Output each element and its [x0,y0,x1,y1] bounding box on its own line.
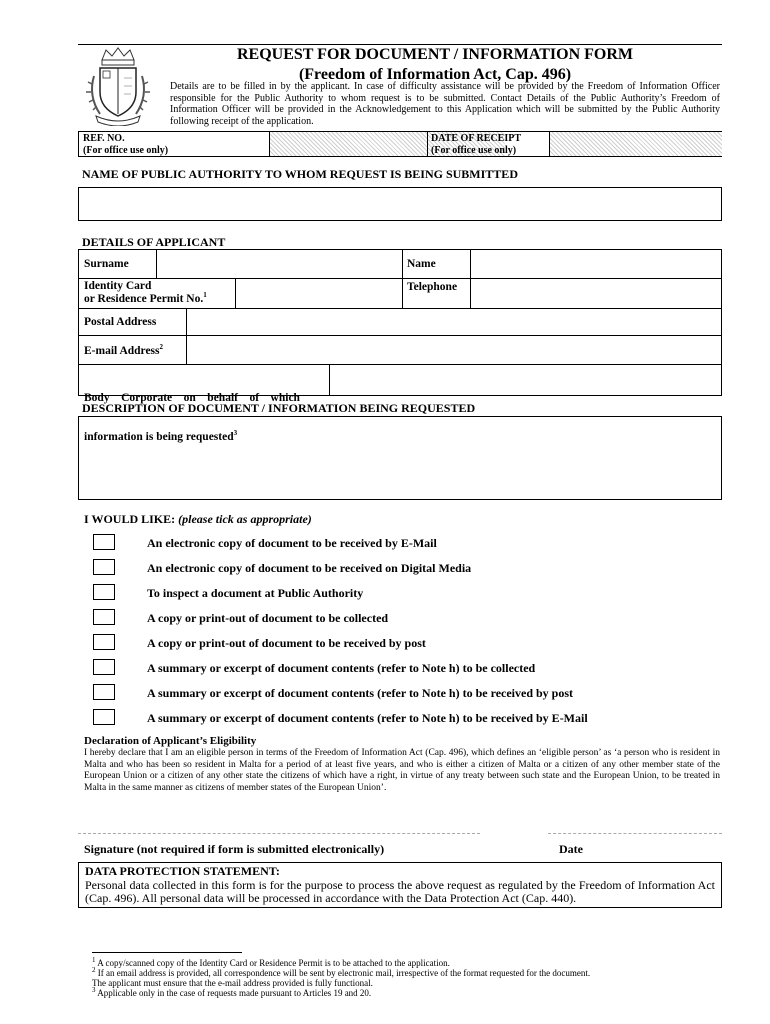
authority-heading: NAME OF PUBLIC AUTHORITY TO WHOM REQUEST IS BEING SUBMITTED [82,167,518,181]
email-label [84,345,163,358]
option-label: An electronic copy of document to be received on Digital Media [147,561,472,575]
option-item[interactable] [93,659,115,675]
email-input[interactable] [187,335,721,364]
body-corporate-footnote-mark: 3 [233,429,238,438]
form-subtitle: (Freedom of Information Act, Cap. 496) [298,66,572,83]
ref-no-sub-text: (For office use only) [83,145,169,156]
id-card-footnote-mark: 1 [203,291,207,300]
authority-input[interactable] [78,187,722,221]
option-label: An electronic copy of document to be received by E-Mail [147,536,437,550]
option-checkbox[interactable] [93,584,115,600]
declaration-title: Declaration of Applicant’s Eligibility [84,735,257,747]
surname-input[interactable] [157,250,402,278]
id-card-input[interactable] [236,278,402,308]
footnote-2-continued: The applicant must ensure that the e-mail address provided is fully functional. [92,978,373,988]
id-card-label-line1: Identity Card [84,280,152,292]
top-rule [78,44,722,45]
footnote-1: A copy/scanned copy of the Identity Card or Residence Permit is to be attached to the application. [95,958,450,968]
date-label: Date [559,842,583,856]
option-label: A summary or excerpt of document contents (refer to Note h) to be collected [147,661,536,675]
footnote-2: If an email address is provided, all correspondence will be sent by electronic mail, irrespective of the format requested for the document. [95,968,591,978]
coat-of-arms-logo [84,46,152,126]
data-protection-title: DATA PROTECTION STATEMENT: [85,864,280,878]
option-item[interactable] [93,534,115,550]
footnote-3: Applicable only in the case of requests made pursuant to Articles 19 and 20. [95,988,372,998]
telephone-input[interactable] [471,278,721,308]
office-use-row [78,131,722,157]
option-checkbox[interactable] [93,609,115,625]
footnote-rule [92,952,242,953]
options-heading-text: I WOULD LIKE: [84,512,176,526]
option-item[interactable] [93,559,115,575]
name-input[interactable] [471,250,721,278]
description-input[interactable] [78,416,722,500]
surname-label: Surname [84,258,129,270]
options-heading [84,512,312,527]
form-title: REQUEST FOR DOCUMENT / INFORMATION FORM [236,46,633,63]
declaration-text: I hereby declare that I am an eligible person in terms of the Freedom of Information Act (Cap. 496), which defines an ‘eligible person’ as ‘a person who is resident in Malta and who has been so resident in Malta for a period of at least five years, and who is either a citizen of Malta or a citizen of any other member state of the European Union or a citizen of any other state the citizens of which have a right, in virtue of any treaty between such state and the European Union, to be treated in Malta in the same manner as citizens of member states of the European Union’. [84,748,720,793]
option-checkbox[interactable] [93,634,115,650]
date-of-receipt-label [431,133,521,157]
option-label: A copy or print-out of document to be collected [147,611,389,625]
description-heading: DESCRIPTION OF DOCUMENT / INFORMATION BEING REQUESTED [82,401,476,415]
option-item[interactable] [93,634,115,650]
option-label: A summary or excerpt of document contents (refer to Note h) to be received by E-Mail [147,711,588,725]
name-divider-left [402,250,403,308]
data-protection-text: Personal data collected in this form is for the purpose to process the above request as regulated by the Freedom of Information Act (Cap. 496). All personal data will be processed in accordance with the Data Protection Act (Cap. 440). [85,877,715,905]
footnote-1-mark: 1 [92,956,96,964]
options-heading-note: (please tick as appropriate) [178,512,312,526]
email-label-text: E-mail Address [84,345,160,357]
id-card-label-line2: or Residence Permit No. [84,293,204,305]
office-divider [427,132,428,156]
data-protection-box [78,862,722,908]
option-item[interactable] [93,584,115,600]
postal-address-label: Postal Address [84,316,157,328]
name-label: Name [407,258,436,270]
option-checkbox[interactable] [93,534,115,550]
email-footnote-mark: 2 [159,343,164,352]
ref-no-label [83,133,168,157]
option-checkbox[interactable] [93,659,115,675]
telephone-label: Telephone [407,281,458,293]
option-label: A copy or print-out of document to be received by post [147,636,426,650]
option-label: To inspect a document at Public Authority [147,586,364,600]
postal-address-input[interactable] [187,308,721,335]
option-item[interactable] [93,684,115,700]
footnote-3-mark: 3 [92,986,96,994]
date-of-receipt-label-text: DATE OF RECEIPT [431,133,522,144]
date-of-receipt-field [549,132,722,156]
option-label: A summary or excerpt of document contents (refer to Note h) to be received by post [147,686,574,700]
id-card-label [84,280,207,306]
option-checkbox[interactable] [93,559,115,575]
option-item[interactable] [93,609,115,625]
signature-label: Signature (not required if form is submitted electronically) [84,842,385,856]
footnotes [92,958,732,998]
footnote-2-mark: 2 [92,966,96,974]
ref-no-label-text: REF. NO. [83,133,125,144]
applicant-heading: DETAILS OF APPLICANT [82,235,226,249]
intro-text: Details are to be filled in by the applicant. In case of difficulty assistance will be provided by the Freedom of Information Officer responsible for the Public Authority to whom request is to be submitted. Contact Details of the Public Authority’s Freedom of Information Officer will be provided in the Acknowledgement to this Application which will be submitted by the Public Authority following receipt of the application. [170,81,720,127]
option-checkbox[interactable] [93,709,115,725]
option-checkbox[interactable] [93,684,115,700]
body-corporate-input[interactable] [330,364,721,395]
body-corporate-label-line1: Body Corporate on behalf of which [84,392,300,404]
date-of-receipt-sub-text: (For office use only) [431,145,517,156]
body-corporate-label-line2: information is being requested [84,431,234,443]
option-item[interactable] [93,709,115,725]
